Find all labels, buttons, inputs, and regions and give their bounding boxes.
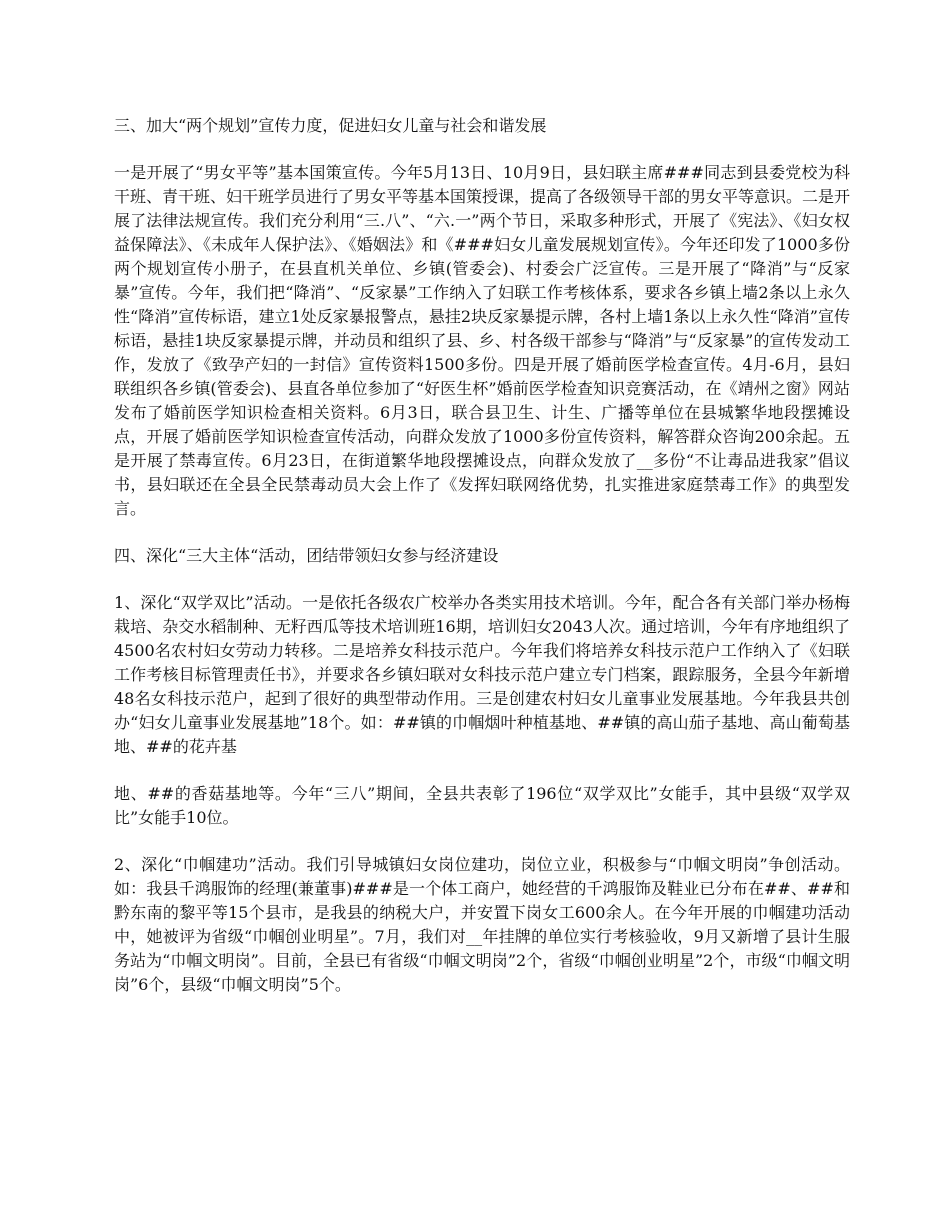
paragraph-publicity: 一是开展了“男女平等”基本国策宣传。今年5月13日、10月9日，县妇联主席###同志到县委党校为科干班、青干班、妇干班学员进行了男女平等基本国策授课，提高了各级领导干部的男女平等意识。二是开展了法律法规宣传。我们充分利用“三.八”、“六.一”两个节日，采取多种形式，开展了《宪法》、《妇女权益保障法》、《未成年人保护法》、《婚姻法》和《###妇女儿童发展规划宣传》。今年还印发了1000多份两个规划宣传小册子，在县直机关单位、乡镇(管委会)、村委会广泛宣传。三是开展了“降消”与“反家暴”宣传。今年，我们把“降消”、“反家暴”工作纳入了妇联工作考核体系，要求各乡镇上墙2条以上永久性“降消”宣传标语，建立1处反家暴报警点，悬挂2块反家暴提示牌，各村上墙1条以上永久性“降消”宣传标语，悬挂1块反家暴提示牌，并动员和组织了县、乡、村各级干部参与“降消”与“反家暴”的宣传发动工作，发放了《致孕产妇的一封信》宣传资料1500多份。四是开展了婚前医学检查宣传。4月-6月，县妇联组织各乡镇(管委会)、县直各单位参加了“好医生杯”婚前医学检查知识竞赛活动，在《靖州之窗》网站发布了婚前医学知识检查相关资料。6月3日，联合县卫生、计生、广播等单位在县城繁华地段摆摊设点，开展了婚前医学知识检查宣传活动，向群众发放了1000多份宣传资料，解答群众咨询200余起。五是开展了禁毒宣传。6月23日，在街道繁华地段摆摊设点，向群众发放了__多份“不让毒品进我家”倡议书，县妇联还在全县全民禁毒动员大会上作了《发挥妇联网络优势，扎实推进家庭禁毒工作》的典型发言。 [114,163,851,518]
paragraph-double-learning: 1、深化“双学双比”活动。一是依托各级农广校举办各类实用技术培训。今年，配合各有关部门举办杨梅栽培、杂交水稻制种、无籽西瓜等技术培训班16期，培训妇女2043人次。通过培训，今年有序地组织了4500名农村妇女劳动力转移。二是培养女科技示范户。今年我们将培养女科技示范户工作纳入了《妇联工作考核目标管理责任书》，并要求各乡镇妇联对女科技示范户建立专门档案，跟踪服务，全县今年新增48名女科技示范户，起到了很好的典型带动作用。三是创建农村妇女儿童事业发展基地。今年我县共创办“妇女儿童事业发展基地”18个。如：##镇的巾帼烟叶种植基地、##镇的高山茄子基地、高山葡萄基地、##的花卉基 [114,593,850,756]
paragraph-double-learning-continued: 地、##的香菇基地等。今年“三八”期间，全县共表彰了196位“双学双比”女能手，其中县级“双学双比”女能手10位。 [114,784,850,827]
paragraph-women-achievement: 2、深化“巾帼建功”活动。我们引导城镇妇女岗位建功，岗位立业，积极参与“巾帼文明岗”争创活动。如：我县千鸿服饰的经理(兼董事)###是一个体工商户，她经营的千鸿服饰及鞋业已分布在##、##和黔东南的黎平等15个县市，是我县的纳税大户，并安置下岗女工600余人。在今年开展的巾帼建功活动中，她被评为省级“巾帼创业明星”。7月，我们对__年挂牌的单位实行考核验收，9月又新增了县计生服务站为“巾帼文明岗”。目前，全县已有省级“巾帼文明岗”2个，省级“巾帼创业明星”2个，市级“巾帼文明岗”6个，县级“巾帼文明岗”5个。 [114,855,850,994]
section-heading-4: 四、深化“三大主体“活动，团结带领妇女参与经济建设 [114,546,499,565]
section-heading-3: 三、加大“两个规划”宣传力度，促进妇女儿童与社会和谐发展 [114,116,547,135]
